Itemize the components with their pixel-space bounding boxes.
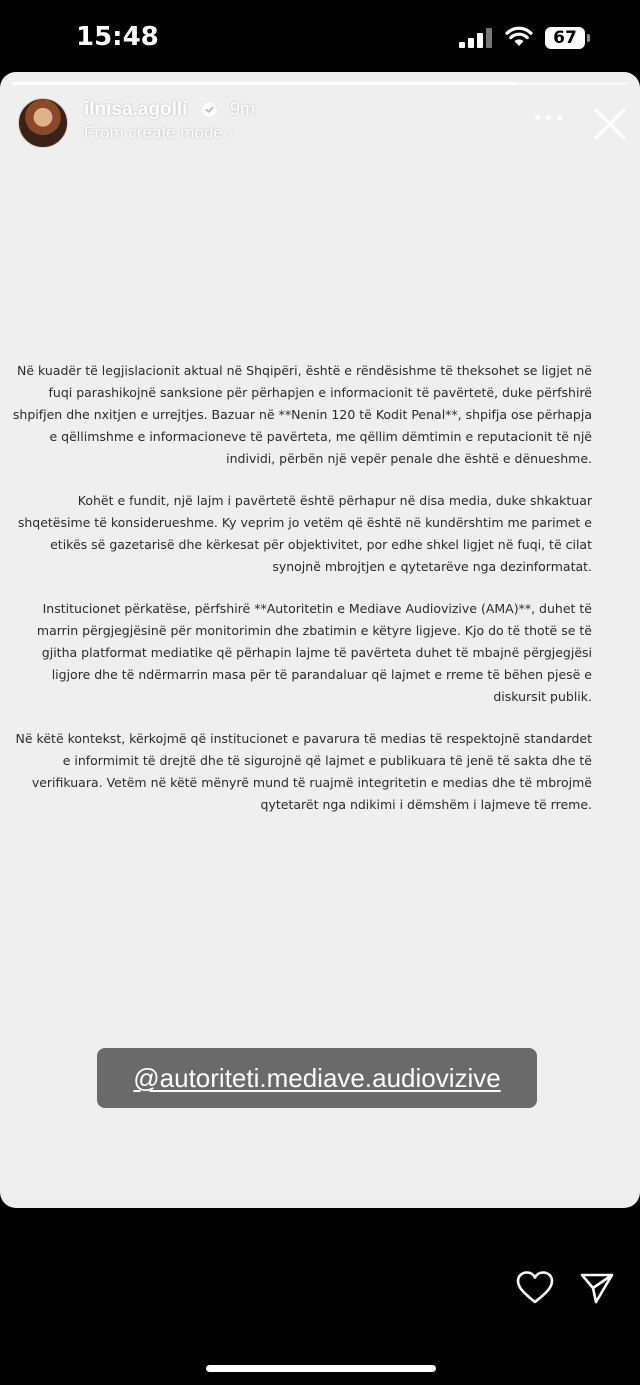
story-progress-bar [12,82,628,85]
battery-indicator: 67 [545,27,585,49]
cellular-signal-icon [459,28,493,48]
story-paragraph: Kohët e fundit, një lajm i pavërtetë është përhapur në disa media, duke shkaktuar shqetësime të konsiderueshme. Ky veprim jo vetëm që është në kundërshtim me parimet e etikës së gazetarisë dhe kërkesat për objektivitet, por edhe shkel ligjet në fuqi, të cilat synojnë mbrojtjen e qytetarëve nga dezinformatat. [17,493,592,574]
more-options-icon[interactable] [535,112,563,122]
verified-badge-icon [202,102,217,117]
mention-sticker[interactable] [97,1048,537,1108]
battery-cap [587,34,590,42]
story-progress-fill [12,82,517,85]
create-mode-link[interactable]: From create mode › [84,123,234,142]
status-bar [0,0,640,72]
avatar[interactable] [18,98,68,148]
mention-label: @autoriteti.mediave.audiovizive [133,1063,501,1093]
story-text [4,360,592,836]
story-card[interactable] [0,72,640,1208]
story-time-ago: 9m [230,99,256,119]
wifi-icon [505,26,533,48]
story-username[interactable]: ilnisa.agolli [84,99,188,120]
story-paragraph: Në kuadër të legjislacionit aktual në Shqipëri, është e rëndësishme të theksohet se ligjet në fuqi parashikojnë sanksione për përhapjen e informacionit të pavërtetë, duke përfshirë shpifjen dhe nxitjen e urrejtjes. Bazuar në **Nenin 120 të Kodit Penal**, shpifja ose përhapja e qëllimshme e informacioneve të pavërteta, me qëllim dëmtimin e reputacionit të një individi, përbën një vepër penale dhe është e dënueshme. [12,363,592,466]
heart-icon[interactable] [515,1270,555,1306]
story-paragraph: Në këtë kontekst, kërkojmë që institucionet e pavarura të medias të respektojnë standardet e informimit të drejtë dhe të sigurojnë që lajmet e publikuara të jenë të sakta dhe të verifikuara. Vetëm në këtë mënyrë mund të ruajmë integritetin e medias dhe të mbrojmë qytetarët nga ndikimi i dëmshëm i lajmeve të rreme. [15,731,592,812]
status-time: 15:48 [76,22,159,52]
home-indicator[interactable] [206,1365,436,1372]
close-icon[interactable] [592,106,628,142]
story-paragraph: Institucionet përkatëse, përfshirë **Autoritetin e Mediave Audiovizive (AMA)**, duhet të marrin përgjegjësinë për monitorimin dhe zbatimin e këtyre ligjeve. Kjo do të thotë se të gjitha platformat mediatike që përhapin lajme të pavërteta duhet të mbajnë përgjegjësi ligjore dhe të ndërmarrin masa për të parandaluar që lajmet e rreme të bëhen pjesë e diskursit publik. [36,601,592,704]
send-icon[interactable] [579,1270,615,1306]
